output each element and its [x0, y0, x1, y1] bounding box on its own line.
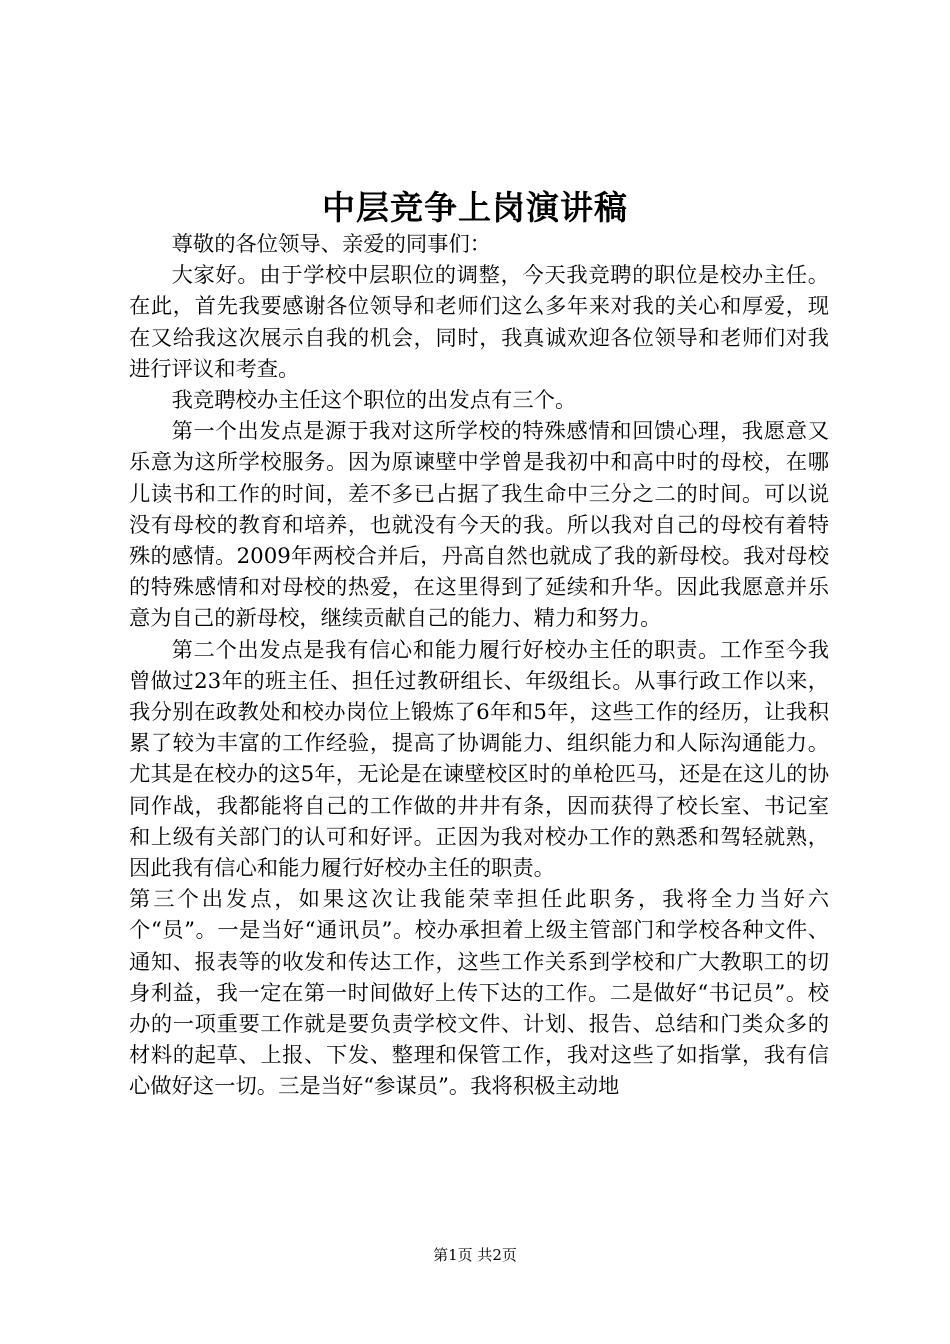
paragraph-greeting: 大家好。由于学校中层职位的调整，今天我竞聘的职位是校办主任。在此，首先我要感谢各位领导和老师们这么多年来对我的关心和厚爱，现在又给我这次展示自我的机会，同时，我真诚欢迎各位领导和老师们对我进行评议和考查。: [129, 263, 829, 382]
paragraph-point-one: 第一个出发点是源于我对这所学校的特殊感情和回馈心理，我愿意又乐意为这所学校服务。因为原谏壁中学曾是我初中和高中时的母校，在哪儿读书和工作的时间，差不多已占据了我生命中三分之二的时间。可以说没有母校的教育和培养，也就没有今天的我。所以我对自己的母校有着特殊的感情。2009年两校合并后，丹高自然也就成了我的新母校。我对母校的特殊感情和对母校的热爱，在这里得到了延续和升华。因此我愿意并乐意为自己的新母校，继续贡献自己的能力、精力和努力。: [129, 419, 829, 632]
page-footer: 第1页 共2页: [433, 1246, 517, 1264]
paragraph-intro: 我竞聘校办主任这个职位的出发点有三个。: [171, 388, 577, 414]
document-body: [129, 229, 829, 1103]
paragraph-point-three: 第三个出发点，如果这次让我能荣幸担任此职务，我将全力当好六个“员”。一是当好“通讯员”。校办承担着上级主管部门和学校各种文件、通知、报表等的收发和传达工作，这些工作关系到学校和广大教职工的切身利益，我一定在第一时间做好上传下达的工作。二是做好“书记员”。校办的一项重要工作就是要负责学校文件、计划、报告、总结和门类众多的材料的起草、上报、下发、整理和保管工作，我对这些了如指掌，我有信心做好这一切。三是当好“参谋员”。我将积极主动地: [129, 887, 829, 1100]
paragraph-point-two: 第二个出发点是我有信心和能力履行好校办主任的职责。工作至今我曾做过23年的班主任、担任过教研组长、年级组长。从事行政工作以来，我分别在政教处和校办岗位上锻炼了6年和5年，这些工作的经历，让我积累了较为丰富的工作经验，提高了协调能力、组织能力和人际沟通能力。尤其是在校办的这5年，无论是在谏壁校区时的单枪匹马，还是在这儿的协同作战，我都能将自己的工作做的井井有条，因而获得了校长室、书记室和上级有关部门的认可和好评。正因为我对校办工作的熟悉和驾轻就熟，因此我有信心和能力履行好校办主任的职责。: [129, 637, 829, 882]
document-title: 中层竞争上岗演讲稿: [322, 188, 628, 227]
paragraph-salutation: 尊敬的各位领导、亲爱的同事们：: [171, 232, 492, 257]
